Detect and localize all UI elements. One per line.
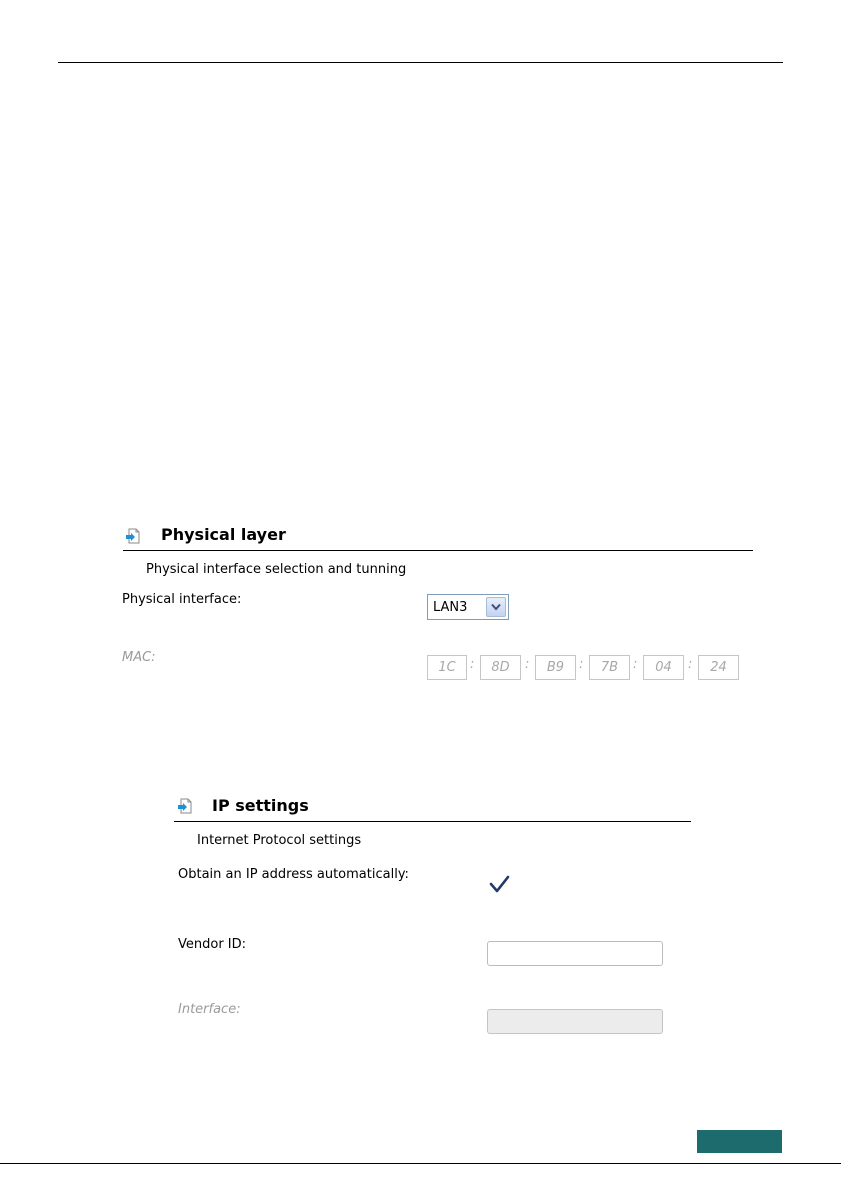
- chevron-down-icon[interactable]: [486, 597, 506, 617]
- mac-octet-6: 24: [698, 655, 739, 680]
- obtain-ip-checkbox[interactable]: [488, 873, 510, 895]
- mac-octet-3: B9: [535, 655, 576, 680]
- mac-octet-1: 1C: [427, 655, 467, 680]
- page-top-rule: [58, 62, 783, 63]
- page-number-tab: [697, 1130, 782, 1153]
- mac-separator: :: [579, 657, 584, 672]
- mac-octet-4: 7B: [589, 655, 630, 680]
- physical-interface-value: LAN3: [433, 599, 468, 615]
- mac-octet-2: 8D: [480, 655, 521, 680]
- vendor-id-input[interactable]: [487, 941, 663, 966]
- mac-separator: :: [633, 657, 638, 672]
- physical-layer-subtitle: Physical interface selection and tunning: [146, 562, 407, 577]
- ip-settings-subtitle: Internet Protocol settings: [197, 833, 362, 848]
- document-arrow-icon: [126, 528, 140, 544]
- ip-settings-divider: [174, 821, 691, 822]
- vendor-id-label: Vendor ID:: [178, 937, 247, 952]
- mac-label: MAC:: [122, 650, 156, 665]
- interface-label: Interface:: [178, 1002, 241, 1017]
- page-bottom-rule: [0, 1163, 841, 1164]
- mac-octet-5: 04: [643, 655, 684, 680]
- physical-layer-divider: [123, 550, 753, 551]
- mac-separator: :: [470, 657, 475, 672]
- physical-interface-label: Physical interface:: [122, 592, 242, 607]
- interface-input: [487, 1009, 663, 1034]
- physical-layer-title: Physical layer: [161, 525, 286, 544]
- mac-separator: :: [525, 657, 530, 672]
- mac-separator: :: [688, 657, 693, 672]
- obtain-ip-label: Obtain an IP address automatically:: [178, 867, 409, 882]
- physical-interface-select[interactable]: [427, 594, 509, 620]
- document-arrow-icon: [178, 798, 192, 814]
- ip-settings-title: IP settings: [212, 796, 309, 815]
